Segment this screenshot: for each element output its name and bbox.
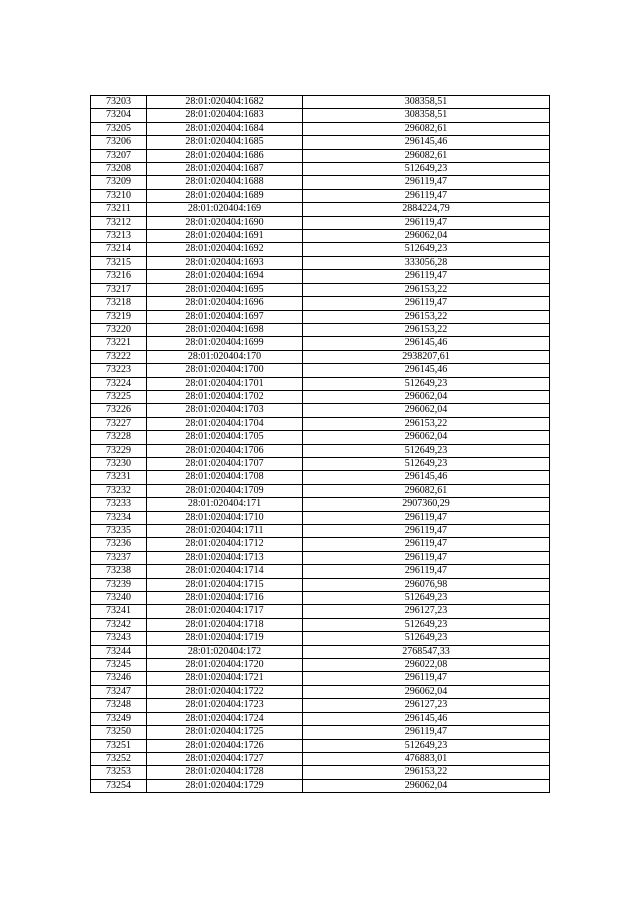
cadastral-value-cell: 296145,46 xyxy=(303,364,550,377)
cadastral-value-cell: 296119,47 xyxy=(303,297,550,310)
cadastral-value-cell: 512649,23 xyxy=(303,444,550,457)
row-number-cell: 73224 xyxy=(91,377,147,390)
row-number-cell: 73223 xyxy=(91,364,147,377)
row-number-cell: 73234 xyxy=(91,511,147,524)
table-row xyxy=(91,216,550,229)
table-row xyxy=(91,712,550,725)
table-row xyxy=(91,431,550,444)
table-row xyxy=(91,390,550,403)
cadastral-value-table xyxy=(90,95,550,793)
table-row xyxy=(91,766,550,779)
table-row xyxy=(91,149,550,162)
table-row xyxy=(91,471,550,484)
cadastral-number-cell: 28:01:020404:1695 xyxy=(147,283,303,296)
row-number-cell: 73237 xyxy=(91,551,147,564)
row-number-cell: 73226 xyxy=(91,404,147,417)
cadastral-number-cell: 28:01:020404:1682 xyxy=(147,96,303,109)
cadastral-number-cell: 28:01:020404:172 xyxy=(147,645,303,658)
table-row xyxy=(91,645,550,658)
cadastral-number-cell: 28:01:020404:1729 xyxy=(147,779,303,792)
cadastral-value-cell: 296062,04 xyxy=(303,404,550,417)
row-number-cell: 73216 xyxy=(91,270,147,283)
cadastral-value-cell: 333056,28 xyxy=(303,256,550,269)
cadastral-number-cell: 28:01:020404:1684 xyxy=(147,122,303,135)
cadastral-value-cell: 512649,23 xyxy=(303,618,550,631)
cadastral-number-cell: 28:01:020404:1720 xyxy=(147,659,303,672)
cadastral-number-cell: 28:01:020404:1697 xyxy=(147,310,303,323)
table-row xyxy=(91,605,550,618)
row-number-cell: 73212 xyxy=(91,216,147,229)
cadastral-value-cell: 296082,61 xyxy=(303,484,550,497)
row-number-cell: 73203 xyxy=(91,96,147,109)
cadastral-value-cell: 296127,23 xyxy=(303,605,550,618)
table-row xyxy=(91,618,550,631)
cadastral-number-cell: 28:01:020404:1712 xyxy=(147,538,303,551)
cadastral-number-cell: 28:01:020404:1709 xyxy=(147,484,303,497)
table-row xyxy=(91,417,550,430)
table-row xyxy=(91,538,550,551)
cadastral-number-cell: 28:01:020404:1702 xyxy=(147,390,303,403)
table-row xyxy=(91,739,550,752)
cadastral-value-cell: 296119,47 xyxy=(303,511,550,524)
cadastral-value-cell: 512649,23 xyxy=(303,377,550,390)
table-row xyxy=(91,752,550,765)
cadastral-value-cell: 296145,46 xyxy=(303,136,550,149)
row-number-cell: 73242 xyxy=(91,618,147,631)
cadastral-number-cell: 28:01:020404:1708 xyxy=(147,471,303,484)
cadastral-number-cell: 28:01:020404:1717 xyxy=(147,605,303,618)
table-row xyxy=(91,551,550,564)
table-row xyxy=(91,337,550,350)
table-row xyxy=(91,444,550,457)
row-number-cell: 73218 xyxy=(91,297,147,310)
row-number-cell: 73209 xyxy=(91,176,147,189)
table-row xyxy=(91,297,550,310)
row-number-cell: 73220 xyxy=(91,323,147,336)
cadastral-value-cell: 296119,47 xyxy=(303,216,550,229)
cadastral-value-cell: 2884224,79 xyxy=(303,203,550,216)
cadastral-number-cell: 28:01:020404:170 xyxy=(147,350,303,363)
cadastral-number-cell: 28:01:020404:1706 xyxy=(147,444,303,457)
table-row xyxy=(91,484,550,497)
table-row xyxy=(91,323,550,336)
table-row xyxy=(91,672,550,685)
cadastral-value-cell: 296145,46 xyxy=(303,337,550,350)
table-row xyxy=(91,498,550,511)
table-row xyxy=(91,230,550,243)
cadastral-number-cell: 28:01:020404:1711 xyxy=(147,525,303,538)
row-number-cell: 73210 xyxy=(91,189,147,202)
cadastral-value-cell: 296082,61 xyxy=(303,149,550,162)
cadastral-number-cell: 28:01:020404:169 xyxy=(147,203,303,216)
row-number-cell: 73207 xyxy=(91,149,147,162)
table-row xyxy=(91,283,550,296)
row-number-cell: 73213 xyxy=(91,230,147,243)
table-row xyxy=(91,525,550,538)
cadastral-value-cell: 296119,47 xyxy=(303,270,550,283)
cadastral-value-cell: 296082,61 xyxy=(303,122,550,135)
cadastral-number-cell: 28:01:020404:1703 xyxy=(147,404,303,417)
cadastral-number-cell: 28:01:020404:1705 xyxy=(147,431,303,444)
cadastral-value-cell: 296119,47 xyxy=(303,672,550,685)
cadastral-number-cell: 28:01:020404:1716 xyxy=(147,592,303,605)
row-number-cell: 73244 xyxy=(91,645,147,658)
table-row xyxy=(91,457,550,470)
table-row xyxy=(91,632,550,645)
row-number-cell: 73225 xyxy=(91,390,147,403)
table-row xyxy=(91,176,550,189)
cadastral-value-cell: 512649,23 xyxy=(303,632,550,645)
table-row xyxy=(91,779,550,792)
cadastral-value-cell: 296119,47 xyxy=(303,538,550,551)
table-row xyxy=(91,163,550,176)
table-row xyxy=(91,726,550,739)
cadastral-number-cell: 28:01:020404:1724 xyxy=(147,712,303,725)
table-row xyxy=(91,364,550,377)
cadastral-number-cell: 28:01:020404:1725 xyxy=(147,726,303,739)
cadastral-value-cell: 296062,04 xyxy=(303,390,550,403)
table-body xyxy=(91,96,550,793)
table-row xyxy=(91,699,550,712)
table-row xyxy=(91,122,550,135)
cadastral-number-cell: 28:01:020404:1691 xyxy=(147,230,303,243)
row-number-cell: 73252 xyxy=(91,752,147,765)
row-number-cell: 73208 xyxy=(91,163,147,176)
cadastral-value-cell: 296153,22 xyxy=(303,310,550,323)
row-number-cell: 73222 xyxy=(91,350,147,363)
table-row xyxy=(91,685,550,698)
cadastral-value-cell: 296119,47 xyxy=(303,176,550,189)
cadastral-value-cell: 296153,22 xyxy=(303,766,550,779)
row-number-cell: 73205 xyxy=(91,122,147,135)
row-number-cell: 73233 xyxy=(91,498,147,511)
cadastral-value-cell: 2938207,61 xyxy=(303,350,550,363)
row-number-cell: 73204 xyxy=(91,109,147,122)
cadastral-number-cell: 28:01:020404:1701 xyxy=(147,377,303,390)
cadastral-number-cell: 28:01:020404:1713 xyxy=(147,551,303,564)
table-row xyxy=(91,592,550,605)
cadastral-value-cell: 512649,23 xyxy=(303,243,550,256)
cadastral-number-cell: 28:01:020404:1692 xyxy=(147,243,303,256)
cadastral-number-cell: 28:01:020404:1688 xyxy=(147,176,303,189)
cadastral-number-cell: 28:01:020404:1707 xyxy=(147,457,303,470)
row-number-cell: 73214 xyxy=(91,243,147,256)
cadastral-value-cell: 476883,01 xyxy=(303,752,550,765)
row-number-cell: 73229 xyxy=(91,444,147,457)
cadastral-number-cell: 28:01:020404:1700 xyxy=(147,364,303,377)
cadastral-value-cell: 296119,47 xyxy=(303,525,550,538)
cadastral-value-cell: 296119,47 xyxy=(303,551,550,564)
row-number-cell: 73245 xyxy=(91,659,147,672)
row-number-cell: 73243 xyxy=(91,632,147,645)
row-number-cell: 73241 xyxy=(91,605,147,618)
cadastral-number-cell: 28:01:020404:1689 xyxy=(147,189,303,202)
row-number-cell: 73211 xyxy=(91,203,147,216)
row-number-cell: 73250 xyxy=(91,726,147,739)
cadastral-number-cell: 28:01:020404:1698 xyxy=(147,323,303,336)
cadastral-number-cell: 28:01:020404:1721 xyxy=(147,672,303,685)
row-number-cell: 73232 xyxy=(91,484,147,497)
table-row xyxy=(91,136,550,149)
cadastral-value-cell: 296119,47 xyxy=(303,565,550,578)
cadastral-value-cell: 296145,46 xyxy=(303,712,550,725)
table-row xyxy=(91,404,550,417)
table-row xyxy=(91,310,550,323)
cadastral-number-cell: 28:01:020404:1693 xyxy=(147,256,303,269)
cadastral-value-cell: 296119,47 xyxy=(303,726,550,739)
cadastral-number-cell: 28:01:020404:1727 xyxy=(147,752,303,765)
cadastral-value-cell: 512649,23 xyxy=(303,163,550,176)
cadastral-value-cell: 296062,04 xyxy=(303,230,550,243)
cadastral-number-cell: 28:01:020404:1710 xyxy=(147,511,303,524)
row-number-cell: 73253 xyxy=(91,766,147,779)
row-number-cell: 73221 xyxy=(91,337,147,350)
cadastral-value-cell: 2907360,29 xyxy=(303,498,550,511)
cadastral-number-cell: 28:01:020404:1719 xyxy=(147,632,303,645)
cadastral-number-cell: 28:01:020404:1726 xyxy=(147,739,303,752)
table-row xyxy=(91,511,550,524)
cadastral-number-cell: 28:01:020404:1683 xyxy=(147,109,303,122)
row-number-cell: 73236 xyxy=(91,538,147,551)
cadastral-value-cell: 296022,08 xyxy=(303,659,550,672)
cadastral-number-cell: 28:01:020404:1715 xyxy=(147,578,303,591)
table-row xyxy=(91,270,550,283)
row-number-cell: 73228 xyxy=(91,431,147,444)
cadastral-value-cell: 296127,23 xyxy=(303,699,550,712)
row-number-cell: 73248 xyxy=(91,699,147,712)
cadastral-value-cell: 296153,22 xyxy=(303,323,550,336)
row-number-cell: 73249 xyxy=(91,712,147,725)
cadastral-number-cell: 28:01:020404:1699 xyxy=(147,337,303,350)
row-number-cell: 73254 xyxy=(91,779,147,792)
row-number-cell: 73206 xyxy=(91,136,147,149)
cadastral-value-cell: 512649,23 xyxy=(303,592,550,605)
table-row xyxy=(91,256,550,269)
cadastral-number-cell: 28:01:020404:1723 xyxy=(147,699,303,712)
table-row xyxy=(91,203,550,216)
table-row xyxy=(91,659,550,672)
cadastral-value-cell: 2768547,33 xyxy=(303,645,550,658)
row-number-cell: 73231 xyxy=(91,471,147,484)
row-number-cell: 73215 xyxy=(91,256,147,269)
cadastral-number-cell: 28:01:020404:1696 xyxy=(147,297,303,310)
cadastral-value-cell: 512649,23 xyxy=(303,457,550,470)
cadastral-value-cell: 308358,51 xyxy=(303,96,550,109)
cadastral-value-cell: 296062,04 xyxy=(303,779,550,792)
cadastral-value-cell: 308358,51 xyxy=(303,109,550,122)
cadastral-value-cell: 296145,46 xyxy=(303,471,550,484)
row-number-cell: 73239 xyxy=(91,578,147,591)
table-row xyxy=(91,350,550,363)
row-number-cell: 73235 xyxy=(91,525,147,538)
cadastral-value-cell: 512649,23 xyxy=(303,739,550,752)
cadastral-number-cell: 28:01:020404:1704 xyxy=(147,417,303,430)
row-number-cell: 73240 xyxy=(91,592,147,605)
cadastral-value-cell: 296119,47 xyxy=(303,189,550,202)
cadastral-number-cell: 28:01:020404:1718 xyxy=(147,618,303,631)
row-number-cell: 73219 xyxy=(91,310,147,323)
table-row xyxy=(91,189,550,202)
table-row xyxy=(91,243,550,256)
cadastral-value-cell: 296062,04 xyxy=(303,685,550,698)
cadastral-number-cell: 28:01:020404:1728 xyxy=(147,766,303,779)
cadastral-number-cell: 28:01:020404:1686 xyxy=(147,149,303,162)
row-number-cell: 73247 xyxy=(91,685,147,698)
cadastral-value-cell: 296153,22 xyxy=(303,283,550,296)
row-number-cell: 73227 xyxy=(91,417,147,430)
cadastral-number-cell: 28:01:020404:171 xyxy=(147,498,303,511)
table-row xyxy=(91,96,550,109)
cadastral-number-cell: 28:01:020404:1714 xyxy=(147,565,303,578)
cadastral-number-cell: 28:01:020404:1685 xyxy=(147,136,303,149)
row-number-cell: 73230 xyxy=(91,457,147,470)
cadastral-number-cell: 28:01:020404:1722 xyxy=(147,685,303,698)
row-number-cell: 73238 xyxy=(91,565,147,578)
row-number-cell: 73246 xyxy=(91,672,147,685)
table-row xyxy=(91,377,550,390)
cadastral-number-cell: 28:01:020404:1694 xyxy=(147,270,303,283)
row-number-cell: 73251 xyxy=(91,739,147,752)
row-number-cell: 73217 xyxy=(91,283,147,296)
cadastral-value-cell: 296076,98 xyxy=(303,578,550,591)
cadastral-value-cell: 296153,22 xyxy=(303,417,550,430)
table-row xyxy=(91,578,550,591)
cadastral-number-cell: 28:01:020404:1690 xyxy=(147,216,303,229)
table-row xyxy=(91,109,550,122)
cadastral-number-cell: 28:01:020404:1687 xyxy=(147,163,303,176)
cadastral-value-cell: 296062,04 xyxy=(303,431,550,444)
table-row xyxy=(91,565,550,578)
